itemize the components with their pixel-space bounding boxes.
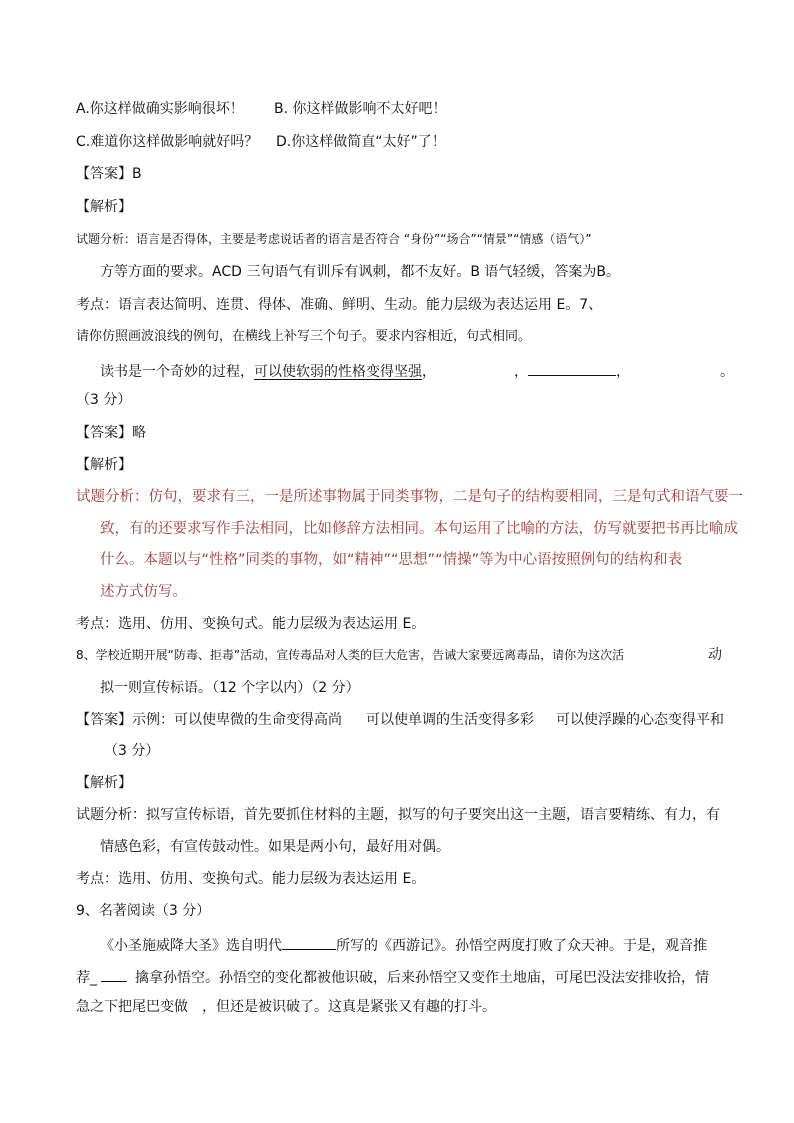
blank-2[interactable]	[528, 361, 616, 376]
analysis-title-6: 【解析】	[76, 199, 132, 215]
question-9-line2-b: 擒拿孙悟空。孙悟空的变化都被他识破，后来孙悟空又变作土地庙，可尾巴没法安排收拾，情	[135, 970, 709, 986]
analysis-7-line1: 试题分析：仿句，要求有三，一是所述事物属于同类事物，二是句子的结构要相同，三是句式和语气要一	[76, 489, 743, 505]
analysis-title-7: 【解析】	[76, 457, 132, 473]
period: 。	[720, 364, 734, 380]
kaodian-8: 考点：选用、仿用、变换句式。能力层级为表达运用 E。	[76, 871, 426, 887]
deity-blank[interactable]	[101, 967, 127, 982]
answer-8-score: （3 分）	[104, 743, 160, 759]
analysis-7-line3: 什么。本题以与“性格”同类的事物，如“精神”“思想”“情操”等为中心语按照例句的结构和表	[100, 552, 683, 568]
question-9-line2	[76, 967, 709, 987]
kaodian-6: 考点：语言表达简明、连贯、得体、准确、鲜明、生动。能力层级为表达运用 E。7、	[76, 297, 603, 313]
analysis-7-line2: 致，有的还要求写作手法相同，比如修辞方法相同。本句运用了比喻的方法，仿写就要把书再比喻成	[100, 521, 738, 537]
question-9-line3: 急之下把尾巴变做 ，但还是被识破了。这真是紧张又有趣的打斗。	[76, 999, 496, 1015]
author-blank[interactable]	[282, 935, 336, 950]
answer-8-example-3: 可以使浮躁的心态变得平和	[556, 712, 724, 728]
question-9-line1	[100, 935, 707, 955]
analysis-6-line2: 方等方面的要求。ACD 三句语气有训斥有讽刺，都不友好。B 语气轻缓，答案为B。	[100, 264, 620, 280]
question-9-line2-a: 荐_	[76, 970, 97, 986]
analysis-title-8: 【解析】	[76, 775, 132, 791]
answer-7: 【答案】略	[76, 425, 146, 441]
question-7-sentence	[100, 361, 734, 381]
answer-8-line1	[76, 712, 724, 729]
example-sentence: 可以使软弱的性格变得坚强	[254, 364, 422, 380]
analysis-6-line1: 试题分析：语言是否得体，主要是考虑说话者的语言是否符合 “身份”“场合”“情景”“情感（语气）”	[76, 232, 592, 246]
option-c: C.难道你这样做影响就好吗？	[76, 134, 259, 150]
question-7-score: （3 分）	[76, 392, 132, 408]
analysis-7-line4: 述方式仿写。	[100, 584, 187, 600]
sentence-start: 读书是一个奇妙的过程，	[100, 364, 254, 380]
kaodian-7: 考点：选用、仿用、变换句式。能力层级为表达运用 E。	[76, 616, 426, 632]
comma-2: ，	[514, 364, 528, 380]
answer-8-example-2: 可以使单调的生活变得多彩	[366, 712, 534, 728]
option-a: A.你这样做确实影响很坏！	[76, 101, 244, 117]
comma-1: ，	[422, 364, 436, 380]
option-d: D.你这样做简直“太好”了！	[276, 134, 446, 150]
question-9-title: 9、名著阅读（3 分）	[76, 903, 211, 919]
answer-8-example-1: 【答案】示例：可以使卑微的生命变得高尚	[76, 712, 342, 728]
question-8-prompt-line1: 8、学校近期开展“防毒、拒毒”活动，宣传毒品对人类的巨大危害，告诫大家要远离毒品，请你为这次活	[76, 648, 625, 662]
option-b: B. 你这样做影响不太好吧！	[274, 101, 447, 117]
question-7-prompt: 请你仿照画波浪线的例句，在横线上补写三个句子。要求内容相近，句式相同。	[76, 329, 532, 344]
question-9-line1-a: 《小圣施威降大圣》选自明代	[100, 938, 282, 954]
question-8-prompt-line1-end: 动	[708, 647, 722, 663]
comma-3: ，	[616, 364, 630, 380]
analysis-8-line1: 试题分析：拟写宣传标语，首先要抓住材料的主题，拟写的句子要突出这一主题，语言要精练、有力，有	[76, 807, 720, 823]
question-9-line1-b: 所写的《西游记》。孙悟空两度打败了众天神。于是，观音推	[336, 938, 707, 954]
answer-6: 【答案】B	[76, 166, 142, 182]
question-8-prompt-line2: 拟一则宣传标语。（12 个字以内）（2 分）	[100, 680, 360, 696]
analysis-8-line2: 情感色彩，有宣传鼓动性。如果是两小句，最好用对偶。	[100, 839, 450, 855]
